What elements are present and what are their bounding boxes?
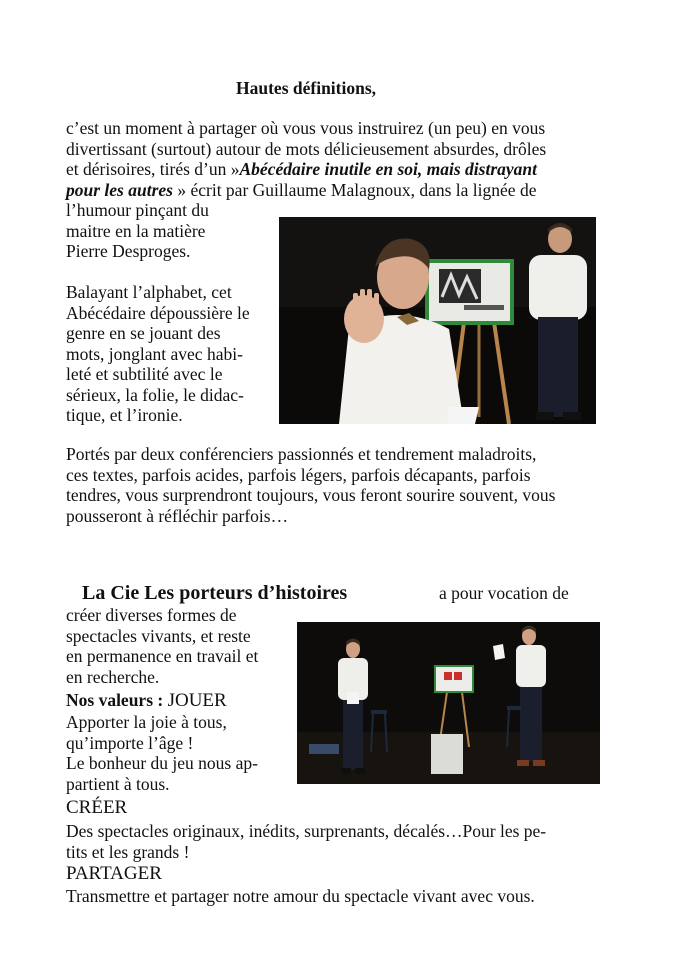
text-line: en recherche. — [66, 666, 160, 687]
intro-line — [66, 180, 546, 201]
text-line: Pierre Desproges. — [66, 241, 191, 261]
text-line: qu’importe l’âge ! — [66, 732, 194, 753]
text-line: créer diverses formes de — [66, 605, 237, 625]
text-line: Balayant l’alphabet, cet — [66, 282, 232, 302]
text-line: genre en se jouant des — [66, 323, 221, 343]
book-title-part1: Abécédaire inutile en soi, mais distrayant — [239, 159, 538, 179]
text-line: leté et subtilité avec le — [66, 364, 223, 384]
text-line: spectacles vivants, et reste — [66, 625, 251, 646]
stage-scene-1 — [279, 217, 596, 424]
values-label: Nos valeurs : — [66, 690, 168, 710]
company-heading-rest: a pour vocation de — [439, 583, 569, 603]
company-description — [66, 605, 258, 687]
book-title-part2: pour les autres — [66, 179, 173, 200]
value-partager-text — [66, 886, 535, 907]
text-line: Portés par deux conférenciers passionnés et tendrement maladroits, — [66, 444, 537, 464]
value-jouer-title: JOUER — [167, 690, 227, 711]
intro-line-text: et dérisoires, tirés d’un » — [66, 159, 240, 179]
stage-scene-2 — [297, 622, 600, 784]
performance-photo-1 — [279, 217, 596, 424]
text-line: Abécédaire dépoussière le — [66, 302, 250, 323]
intro-line — [66, 159, 546, 180]
text-line: l’humour pinçant du — [66, 200, 209, 220]
section-title: Hautes définitions, — [236, 78, 377, 98]
performance-photo-2 — [297, 622, 600, 784]
text-line: tits et les grands ! — [66, 841, 190, 862]
performers-paragraph — [66, 444, 555, 526]
text-line: ces textes, parfois acides, parfois légers, parfois décapants, parfois — [66, 464, 531, 485]
intro-line: c’est un moment à partager où vous vous instruirez (un peu) en vous — [66, 118, 546, 138]
intro-paragraph — [66, 118, 546, 200]
value-creer-text — [66, 821, 546, 862]
value-creer-title: CRÉER — [66, 797, 128, 818]
value-partager-title: PARTAGER — [66, 863, 162, 884]
values-heading — [66, 689, 227, 712]
text-line: en permanence en travail et — [66, 646, 259, 666]
text-line: Le bonheur du jeu nous ap- — [66, 753, 258, 773]
text-line: Apporter la joie à tous, — [66, 712, 227, 732]
text-line: tendres, vous surprendront toujours, vous feront sourire souvent, vous — [66, 485, 556, 505]
alphabet-paragraph — [66, 282, 250, 426]
value-jouer-text — [66, 712, 258, 794]
text-line: pousseront à réfléchir parfois… — [66, 505, 289, 526]
intro-line-text: » écrit par Guillaume Malagnoux, dans la lignée de — [172, 179, 537, 200]
text-line: maitre en la matière — [66, 220, 206, 241]
left-column-text — [66, 200, 209, 262]
text-line: sérieux, la folie, le didac- — [66, 384, 244, 405]
company-heading-line — [82, 581, 347, 605]
text-line: mots, jonglant avec habi- — [66, 343, 243, 364]
intro-line: divertissant (surtout) autour de mots délicieusement absurdes, drôles — [66, 138, 547, 159]
text-line: tique, et l’ironie. — [66, 405, 183, 425]
company-name: La Cie Les porteurs d’histoires — [82, 582, 348, 604]
text-line: Transmettre et partager notre amour du spectacle vivant avec vous. — [66, 886, 535, 906]
text-line: Des spectacles originaux, inédits, surprenants, décalés…Pour les pe- — [66, 821, 547, 841]
text-line: partient à tous. — [66, 773, 170, 794]
